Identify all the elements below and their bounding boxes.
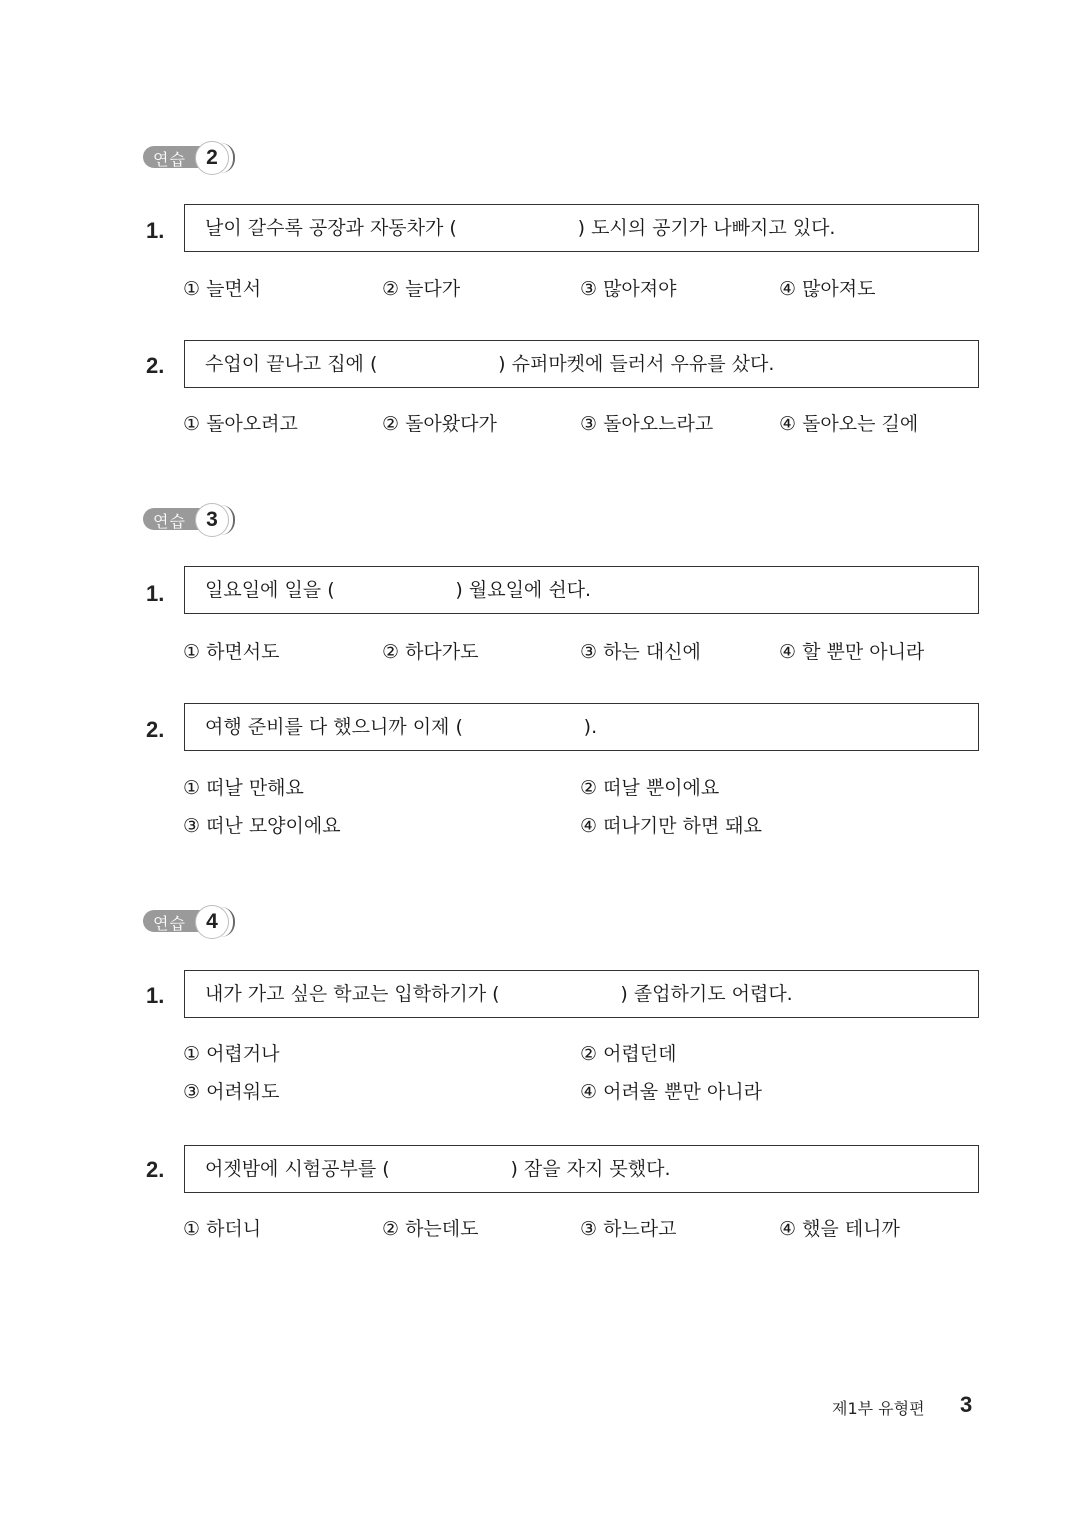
badge-label: 연습 [153,150,186,169]
question-prompt: 어젯밤에 시험공부를 ( ) 잠을 자지 못했다. [184,1145,979,1193]
question-number: 2. [146,717,165,742]
answer-option[interactable]: ③ 하느라고 [580,1218,677,1240]
question-prompt: 여행 준비를 다 했으니까 이제 ( ). [184,703,979,751]
answer-option[interactable]: ④ 했을 테니까 [779,1218,900,1240]
answer-option[interactable]: ② 하다가도 [382,641,479,663]
question-prompt: 일요일에 일을 ( ) 월요일에 쉰다. [184,566,979,614]
answer-option[interactable]: ① 떠날 만해요 [183,777,304,799]
section-badge-3 [143,503,241,537]
answer-option[interactable]: ④ 할 뿐만 아니라 [779,641,925,663]
answer-option[interactable]: ③ 떠난 모양이에요 [183,815,341,837]
answer-option[interactable]: ④ 많아져도 [779,278,876,300]
answer-option[interactable]: ③ 하는 대신에 [580,641,701,663]
answer-option[interactable]: ① 하면서도 [183,641,280,663]
answer-option[interactable]: ① 늘면서 [183,278,262,300]
answer-option[interactable]: ③ 어려워도 [183,1081,280,1103]
badge-label: 연습 [153,512,186,531]
answer-option[interactable]: ④ 떠나기만 하면 돼요 [580,815,762,837]
badge-label: 연습 [153,914,186,933]
question-prompt: 수업이 끝나고 집에 ( ) 슈퍼마켓에 들러서 우유를 샀다. [184,340,979,388]
answer-option[interactable]: ② 돌아왔다가 [382,413,497,435]
answer-option[interactable]: ① 돌아오려고 [183,413,298,435]
answer-option[interactable]: ④ 어려울 뿐만 아니라 [580,1081,762,1103]
question-number: 2. [146,353,165,378]
badge-number: 3 [206,508,218,531]
section-badge-2 [143,141,241,175]
answer-option[interactable]: ② 하는데도 [382,1218,479,1240]
question-number: 2. [146,1157,165,1182]
question-number: 1. [146,581,165,606]
page-number: 3 [960,1392,973,1417]
question-number: 1. [146,218,165,243]
answer-option[interactable]: ④ 돌아오는 길에 [779,413,919,435]
answer-option[interactable]: ② 어렵던데 [580,1043,677,1065]
badge-number: 2 [206,146,218,169]
question-number: 1. [146,983,165,1008]
answer-option[interactable]: ③ 많아져야 [580,278,677,300]
section-badge-4 [143,905,241,939]
answer-option[interactable]: ② 늘다가 [382,278,461,300]
badge-number: 4 [206,910,218,933]
question-prompt: 내가 가고 싶은 학교는 입학하기가 ( ) 졸업하기도 어렵다. [184,970,979,1018]
answer-option[interactable]: ① 어렵거나 [183,1043,280,1065]
footer-section-label: 제1부 유형편 [832,1399,925,1418]
question-prompt: 날이 갈수록 공장과 자동차가 ( ) 도시의 공기가 나빠지고 있다. [184,204,979,252]
answer-option[interactable]: ② 떠날 뿐이에요 [580,777,720,799]
answer-option[interactable]: ① 하더니 [183,1218,262,1240]
answer-option[interactable]: ③ 돌아오느라고 [580,413,714,435]
